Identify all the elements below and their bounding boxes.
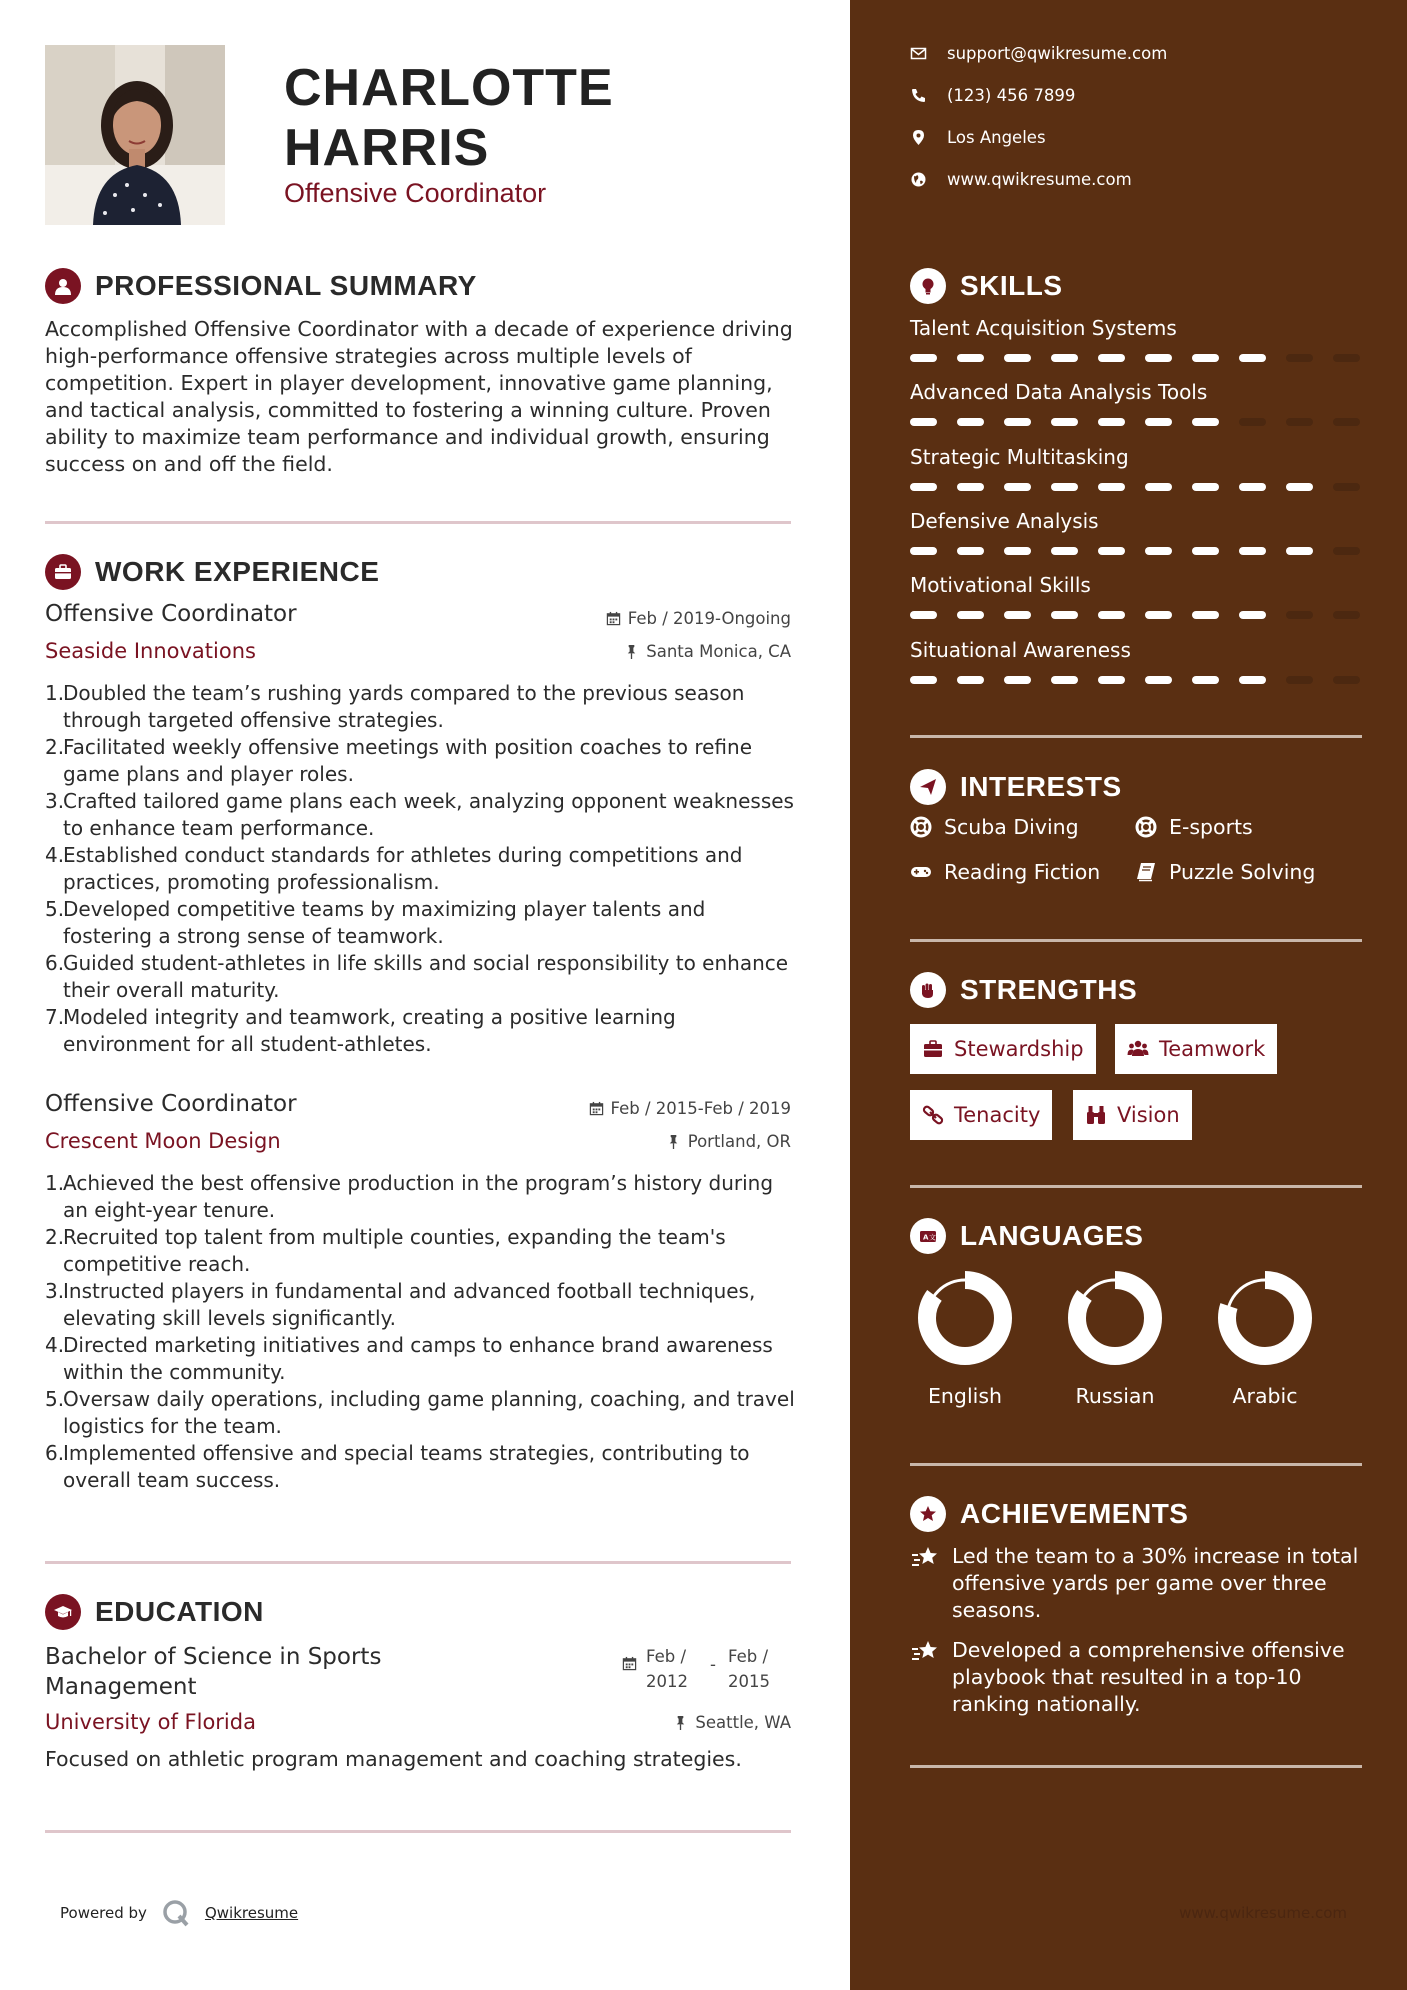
binoculars-icon — [1085, 1104, 1107, 1126]
strength-tag — [910, 1024, 1096, 1074]
education-heading — [45, 1594, 264, 1630]
section-divider — [910, 735, 1362, 738]
contact-phone[interactable] — [910, 86, 1075, 105]
list-item: 3. Instructed players in fundamental and advanced football techniques, elevating skill levels significantly. — [45, 1279, 756, 1330]
strength-tag — [910, 1090, 1052, 1140]
skill-level-segment-filled — [1192, 547, 1219, 555]
skill-level-segment-filled — [1004, 547, 1031, 555]
job-location-text: Portland, OR — [687, 1132, 791, 1151]
powered-by-label: Powered by — [60, 1904, 147, 1922]
skill-level-segment-filled — [1192, 354, 1219, 362]
skill-level-segment-empty — [1286, 354, 1313, 362]
skill-level-segment-filled — [1098, 483, 1125, 491]
skill-label: Advanced Data Analysis Tools — [910, 380, 1208, 404]
globe-icon — [910, 171, 927, 188]
strength-label: Stewardship — [954, 1037, 1084, 1061]
lifebuoy-icon — [1135, 816, 1157, 838]
phone-icon — [910, 87, 927, 104]
pin-icon — [673, 1715, 688, 1730]
lightbulb-icon — [910, 268, 946, 304]
link-icon — [922, 1104, 944, 1126]
education-start-date: Feb / 2012 — [646, 1647, 688, 1691]
lifebuoy-icon — [910, 816, 932, 838]
pin-icon — [624, 644, 639, 659]
job-date — [589, 1099, 791, 1118]
skill-level-segment-filled — [957, 354, 984, 362]
skill-level-segment-filled — [1192, 676, 1219, 684]
graduation-cap-icon — [45, 1594, 81, 1630]
map-marker-icon — [910, 129, 927, 146]
job-achievements-list — [45, 1170, 795, 1494]
candidate-name: CHARLOTTE HARRIS — [284, 59, 614, 177]
education-location — [673, 1713, 791, 1732]
education-heading-text: EDUCATION — [95, 1596, 264, 1627]
skill-level-segment-filled — [1004, 418, 1031, 426]
skill-level-segment-filled — [1004, 354, 1031, 362]
user-icon — [45, 268, 81, 304]
skill-row — [910, 380, 1370, 404]
job-date-text: Feb / 2019-Ongoing — [627, 609, 791, 628]
skill-level-segment-empty — [1286, 611, 1313, 619]
skill-level-segment-filled — [1239, 354, 1266, 362]
language-icon — [910, 1218, 946, 1254]
skill-level-segment-filled — [1145, 676, 1172, 684]
list-item: 6. Implemented offensive and special teams strategies, contributing to overall team success. — [45, 1441, 750, 1492]
skill-level-segment-filled — [1051, 483, 1078, 491]
language-item — [910, 1270, 1020, 1408]
job-date-text: Feb / 2015-Feb / 2019 — [610, 1099, 791, 1118]
interests-heading — [910, 769, 1122, 805]
skill-level-segment-filled — [1286, 483, 1313, 491]
interest-label: Scuba Diving — [944, 815, 1079, 839]
summary-text: Accomplished Offensive Coordinator with a decade of experience driving high-performance offensive strategies across multiple levels of competition. Expert in player development, innovative game planning, and tactical analysis, committed to fostering a winning culture. Proven ability to maximize team performance and individual growth, ensuring success on and off the field. — [45, 317, 793, 476]
skill-level-segment-filled — [910, 418, 937, 426]
skill-level-segment-filled — [957, 483, 984, 491]
skill-level-segment-filled — [1239, 547, 1266, 555]
skill-level-segment-empty — [1333, 483, 1360, 491]
footer-website: www.qwikresume.com — [1179, 1904, 1347, 1922]
skill-level-bar — [910, 418, 1362, 426]
paper-plane-icon — [910, 769, 946, 805]
list-item: 4. Established conduct standards for athletes during competitions and practices, promoting professionalism. — [45, 843, 743, 894]
skill-level-segment-empty — [1333, 611, 1360, 619]
education-end-date: Feb / 2015 — [728, 1647, 770, 1691]
strength-tag — [1115, 1024, 1277, 1074]
skill-level-segment-filled — [1051, 676, 1078, 684]
skill-level-segment-filled — [1286, 547, 1313, 555]
interest-label: Puzzle Solving — [1169, 860, 1316, 884]
book-icon — [1135, 861, 1157, 883]
calendar-icon — [606, 611, 621, 626]
strength-tag — [1073, 1090, 1192, 1140]
language-item — [1060, 1270, 1170, 1408]
sidebar — [850, 0, 1407, 1990]
languages-heading-text: LANGUAGES — [960, 1220, 1144, 1251]
interest-label: Reading Fiction — [944, 860, 1101, 884]
strengths-heading-text: STRENGTHS — [960, 974, 1138, 1005]
list-item: 1. Doubled the team’s rushing yards compared to the previous season through targeted offensive strategies. — [45, 681, 745, 732]
skill-level-segment-filled — [1098, 676, 1125, 684]
powered-by-footer — [60, 1898, 298, 1928]
skill-level-segment-empty — [1333, 676, 1360, 684]
list-item: 4. Directed marketing initiatives and camps to enhance brand awareness within the community. — [45, 1333, 773, 1384]
achievement-text: Led the team to a 30% increase in total offensive yards per game over three seasons. — [952, 1544, 1359, 1622]
envelope-icon — [910, 45, 927, 62]
language-label: Arabic — [1232, 1384, 1298, 1408]
strength-label: Vision — [1117, 1103, 1180, 1127]
skill-level-segment-empty — [1333, 547, 1360, 555]
star-badge-icon — [910, 1496, 946, 1532]
section-divider — [910, 1185, 1362, 1188]
contact-website-text: www.qwikresume.com — [947, 170, 1132, 189]
language-level-ring — [917, 1270, 1013, 1366]
interest-label: E-sports — [1169, 815, 1253, 839]
job-title: Offensive Coordinator — [45, 1091, 297, 1117]
language-level-ring — [1217, 1270, 1313, 1366]
skill-level-segment-filled — [1004, 483, 1031, 491]
profile-photo — [45, 45, 225, 225]
section-divider — [45, 1830, 791, 1833]
skill-row — [910, 316, 1370, 340]
skill-row — [910, 638, 1370, 662]
users-icon — [1127, 1038, 1149, 1060]
skill-level-segment-filled — [1145, 611, 1172, 619]
strengths-heading — [910, 972, 1137, 1008]
interest-item — [1135, 815, 1253, 839]
skill-level-segment-filled — [1192, 483, 1219, 491]
school: University of Florida — [45, 1710, 256, 1734]
pin-icon — [666, 1134, 681, 1149]
job-achievements-list — [45, 680, 795, 1058]
section-divider — [910, 1463, 1362, 1466]
contact-email[interactable] — [910, 44, 1167, 63]
contact-email-text: support@qwikresume.com — [947, 44, 1168, 63]
skill-row — [910, 445, 1370, 469]
interest-item — [910, 815, 1079, 839]
language-item — [1210, 1270, 1320, 1408]
job-location-text: Santa Monica, CA — [646, 642, 791, 661]
skill-label: Situational Awareness — [910, 638, 1131, 662]
list-item: 5. Oversaw daily operations, including game planning, coaching, and travel logistics for the team. — [45, 1387, 795, 1438]
section-divider — [45, 1561, 791, 1564]
skill-level-segment-filled — [1051, 354, 1078, 362]
skill-level-segment-filled — [1098, 547, 1125, 555]
gamepad-icon — [910, 861, 932, 883]
skill-level-segment-filled — [910, 354, 937, 362]
achievements-heading — [910, 1496, 1188, 1532]
skill-level-segment-filled — [910, 483, 937, 491]
job-company: Seaside Innovations — [45, 639, 256, 663]
list-item: 2. Recruited top talent from multiple counties, expanding the team's competitive reach. — [45, 1225, 726, 1276]
date-separator: - — [710, 1655, 716, 1674]
strength-label: Teamwork — [1159, 1037, 1266, 1061]
skill-level-segment-filled — [1145, 354, 1172, 362]
qwikresume-logo-icon — [161, 1898, 191, 1928]
skill-level-segment-filled — [1051, 547, 1078, 555]
skill-level-bar — [910, 354, 1362, 362]
section-divider — [910, 939, 1362, 942]
job-location — [624, 642, 791, 661]
education-dates — [622, 1644, 780, 1694]
strength-label: Tenacity — [954, 1103, 1041, 1127]
achievement-item — [910, 1543, 1370, 1624]
qwikresume-link[interactable]: Qwikresume — [204, 1904, 299, 1922]
skill-level-segment-filled — [1192, 418, 1219, 426]
experience-heading-text: WORK EXPERIENCE — [95, 556, 380, 587]
shooting-star-icon — [910, 1637, 940, 1667]
skill-level-segment-filled — [910, 611, 937, 619]
skill-label: Motivational Skills — [910, 573, 1091, 597]
skill-row — [910, 509, 1370, 533]
interest-item — [1135, 860, 1315, 884]
skill-level-segment-filled — [1239, 483, 1266, 491]
skill-level-bar — [910, 483, 1362, 491]
list-item: 2. Facilitated weekly offensive meetings with position coaches to refine game plans and player roles. — [45, 735, 753, 786]
list-item: 3. Crafted tailored game plans each week, analyzing opponent weaknesses to enhance team performance. — [45, 789, 794, 840]
skills-heading — [910, 268, 1063, 304]
candidate-title: Offensive Coordinator — [284, 178, 547, 208]
skill-level-segment-filled — [1192, 611, 1219, 619]
language-label: Russian — [1075, 1384, 1155, 1408]
contact-phone-text: (123) 456 7899 — [947, 86, 1076, 105]
language-label: English — [927, 1384, 1003, 1408]
contact-location — [910, 128, 1046, 147]
skill-level-segment-filled — [1098, 354, 1125, 362]
skill-label: Strategic Multitasking — [910, 445, 1129, 469]
fist-icon — [910, 972, 946, 1008]
section-divider — [45, 521, 791, 524]
list-item: 5. Developed competitive teams by maximizing player talents and fostering a strong sense of teamwork. — [45, 897, 706, 948]
skill-level-segment-empty — [1333, 418, 1360, 426]
skill-level-segment-filled — [1239, 611, 1266, 619]
shooting-star-icon — [910, 1543, 940, 1573]
svg-text:文: 文 — [929, 1233, 936, 1242]
interests-heading-text: INTERESTS — [960, 771, 1122, 802]
job-location — [666, 1132, 791, 1151]
skill-level-segment-filled — [1098, 418, 1125, 426]
skill-level-segment-empty — [1333, 354, 1360, 362]
degree: Bachelor of Science in Sports Management — [45, 1644, 382, 1700]
skill-level-segment-filled — [1004, 676, 1031, 684]
calendar-icon — [622, 1656, 637, 1671]
skill-level-segment-filled — [910, 676, 937, 684]
skill-level-segment-filled — [1145, 547, 1172, 555]
job-title: Offensive Coordinator — [45, 601, 297, 627]
skill-level-segment-filled — [957, 676, 984, 684]
skill-level-segment-filled — [957, 611, 984, 619]
achievement-item — [910, 1637, 1370, 1718]
contact-website[interactable] — [910, 170, 1132, 189]
skill-label: Talent Acquisition Systems — [910, 316, 1177, 340]
skill-level-bar — [910, 547, 1362, 555]
contact-location-text: Los Angeles — [947, 128, 1046, 147]
list-item: 1. Achieved the best offensive production in the program’s history during an eight-year tenure. — [45, 1171, 774, 1222]
briefcase-icon — [45, 554, 81, 590]
list-item: 6. Guided student-athletes in life skills and social responsibility to enhance their overall maturity. — [45, 951, 789, 1002]
job-date — [606, 609, 791, 628]
skills-heading-text: SKILLS — [960, 270, 1063, 301]
skill-level-segment-empty — [1286, 418, 1313, 426]
svg-text:A: A — [923, 1233, 929, 1242]
skill-level-bar — [910, 611, 1362, 619]
interest-item — [910, 860, 1100, 884]
skill-level-bar — [910, 676, 1362, 684]
skill-label: Defensive Analysis — [910, 509, 1099, 533]
list-item: 7. Modeled integrity and teamwork, creating a positive learning environment for all student-athletes. — [45, 1005, 676, 1056]
skill-level-segment-empty — [1239, 418, 1266, 426]
skill-level-segment-empty — [1286, 676, 1313, 684]
skill-level-segment-filled — [1051, 418, 1078, 426]
skill-level-segment-filled — [910, 547, 937, 555]
skill-level-segment-filled — [1145, 418, 1172, 426]
achievements-heading-text: ACHIEVEMENTS — [960, 1498, 1189, 1529]
calendar-icon — [589, 1101, 604, 1116]
skill-level-segment-filled — [1239, 676, 1266, 684]
skill-level-segment-filled — [957, 547, 984, 555]
job-company: Crescent Moon Design — [45, 1129, 281, 1153]
briefcase-icon — [922, 1038, 944, 1060]
skill-level-segment-filled — [1004, 611, 1031, 619]
skill-level-segment-filled — [1051, 611, 1078, 619]
language-level-ring — [1067, 1270, 1163, 1366]
languages-heading — [910, 1218, 1143, 1254]
skill-level-segment-filled — [957, 418, 984, 426]
achievement-text: Developed a comprehensive offensive playbook that resulted in a top-10 ranking nationally. — [952, 1638, 1345, 1716]
skill-level-segment-filled — [1098, 611, 1125, 619]
experience-heading — [45, 554, 379, 590]
education-description: Focused on athletic program management and coaching strategies. — [45, 1747, 742, 1771]
skill-row — [910, 573, 1370, 597]
section-divider — [910, 1765, 1362, 1768]
summary-heading-text: PROFESSIONAL SUMMARY — [95, 270, 477, 301]
education-location-text: Seattle, WA — [695, 1713, 791, 1732]
summary-heading — [45, 268, 477, 304]
skill-level-segment-filled — [1145, 483, 1172, 491]
